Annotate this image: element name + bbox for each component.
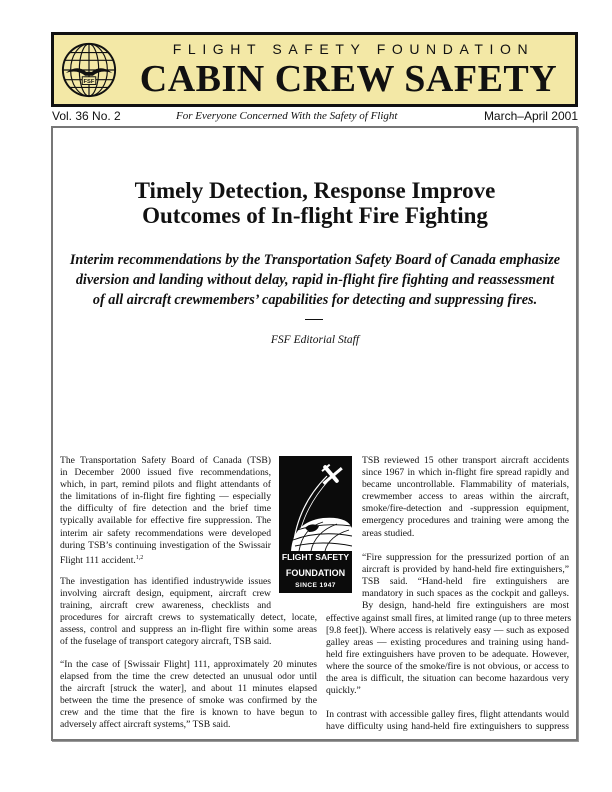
globe-with-wings-icon — [60, 41, 118, 99]
volume-number: Vol. 36 No. 2 — [52, 109, 121, 123]
left-paragraph-3 — [60, 659, 317, 732]
text-line — [60, 552, 271, 567]
text-line: adversely affect aircraft systems,” TSB said. — [60, 719, 231, 731]
text-line: procedures for aircraft crews to systematically detect, locate, — [60, 612, 317, 624]
text-line: have difficulty using hand-held fire extinguishers to suppress — [326, 721, 569, 733]
text-line: became uncontrollable. Flammability of materials, — [362, 479, 569, 491]
article-deck — [60, 250, 570, 310]
text-line: held fire extinguishers have proven to be adequate. However, — [326, 648, 569, 660]
footnote-reference[interactable]: 1,2 — [135, 554, 144, 561]
text-line: the aircraft [struck the water], and about 11 minutes elapsed — [60, 683, 317, 695]
text-line: involving aircraft design, equipment, aircraft crew — [60, 588, 271, 600]
text-line: since 1967 in which in-flight fire spread rapidly and — [362, 467, 569, 479]
emblem-line-1: FLIGHT SAFETY — [281, 552, 350, 562]
text-line: during TSB’s continuing investigation of the Swissair — [60, 539, 271, 551]
text-line: the limitations of in-flight fire fighting — especially — [60, 491, 271, 503]
text-line: “In the case of [Swissair Flight] 111, approximately 20 minutes — [60, 659, 317, 670]
issue-info-bar — [52, 109, 578, 123]
text-line: training, aircraft crew awareness, checklists and — [60, 600, 271, 612]
text-line: crewmember access to areas within the aircraft, — [362, 491, 569, 503]
text-line: [9.8 feet]). Where access is relatively easy — such as exposed — [326, 624, 569, 636]
text-line: The investigation has identified industrywide issues — [60, 576, 271, 587]
text-line: quickly.” — [326, 685, 361, 697]
text-line: typically available for effective fire suppression. The — [60, 515, 271, 527]
text-line: between the time the presence of smoke was confirmed by the — [60, 695, 317, 707]
text-line: emergency procedures and training were among the — [362, 515, 569, 527]
text-line: mandatory in such spaces as the cockpit and galleys. — [362, 588, 569, 600]
article-title — [52, 178, 578, 228]
publication-title: CABIN CREW SAFETY — [139, 58, 558, 100]
text-line: TSB said. “Hand-held fire extinguishers are — [362, 576, 569, 588]
issue-date: March–April 2001 — [483, 109, 578, 123]
organization-name: FLIGHT SAFETY FOUNDATION — [172, 41, 535, 57]
right-paragraph-3 — [326, 709, 569, 733]
text-line: effective against small fires, at limited range (up to three meters — [326, 612, 572, 624]
text-line: interim air safety recommendations were developed — [60, 527, 271, 539]
right-paragraph-2-wide — [326, 612, 572, 698]
text-line: assess, control and suppress an in-flight fire within some areas — [60, 624, 317, 636]
tagline: For Everyone Concerned With the Safety of Flight — [176, 110, 398, 122]
text-line: the difficulty of fire detection and the brief time — [60, 503, 271, 515]
right-paragraph-2 — [362, 552, 569, 612]
text-line: The Transportation Safety Board of Canada (TSB) — [60, 455, 271, 466]
text-line-content: Flight 111 accident. — [60, 554, 136, 566]
masthead-banner — [51, 32, 578, 107]
deck-line: Interim recommendations by the Transportation Safety Board of Canada emphasize — [69, 252, 561, 268]
emblem-line-3: SINCE 1947 — [295, 582, 336, 589]
emblem-line-2: FOUNDATION — [285, 568, 346, 578]
text-line: in December 2000 issued five recommendations, — [60, 467, 271, 479]
text-line: of the fuselage of transport category aircraft, TSB said. — [60, 636, 272, 648]
fsf-emblem — [279, 456, 352, 593]
text-line: By design, hand-held fire extinguishers are most — [362, 600, 569, 612]
right-paragraph-1 — [362, 455, 569, 540]
text-line: where the source of the smoke/fire is not obvious, or access to — [326, 660, 569, 672]
byline: FSF Editorial Staff — [270, 334, 360, 346]
text-line: aircraft is provided by hand-held fire extinguishers,” — [362, 564, 569, 576]
title-line: Timely Detection, Response Improve — [134, 178, 496, 203]
deck-line: diversion and landing without delay, rapid in-flight fire fighting and reassessment — [75, 272, 555, 288]
left-paragraph-1 — [60, 455, 271, 567]
logo-monogram: FSF — [83, 79, 95, 86]
deck-line: of all aircraft crewmembers’ capabilities for detecting and suppressing fires. — [92, 292, 538, 308]
airplane-over-globe-icon — [279, 456, 352, 551]
text-line: elapsed from the time the crew detected an unusual odor until — [60, 671, 317, 683]
text-line: which, in part, remind pilots and flight attendants of — [60, 479, 271, 491]
text-line: smoke/fire-detection and -suppression equipment, — [362, 503, 569, 515]
text-line: TSB reviewed 15 other transport aircraft accidents — [362, 455, 569, 466]
text-line: galley areas — existing procedures and training using hand- — [326, 636, 569, 648]
text-line: “Fire suppression for the pressurized portion of an — [362, 552, 569, 563]
text-line: the area is difficult, the situation can become hazardous very — [326, 672, 569, 684]
text-line: areas studied. — [362, 527, 415, 539]
title-line: Outcomes of In-flight Fire Fighting — [142, 203, 488, 228]
text-line: In contrast with accessible galley fires, flight attendants would — [326, 709, 569, 720]
text-line: crew and the time that the fire is known to have begun to — [60, 707, 317, 719]
divider-rule — [305, 319, 323, 320]
